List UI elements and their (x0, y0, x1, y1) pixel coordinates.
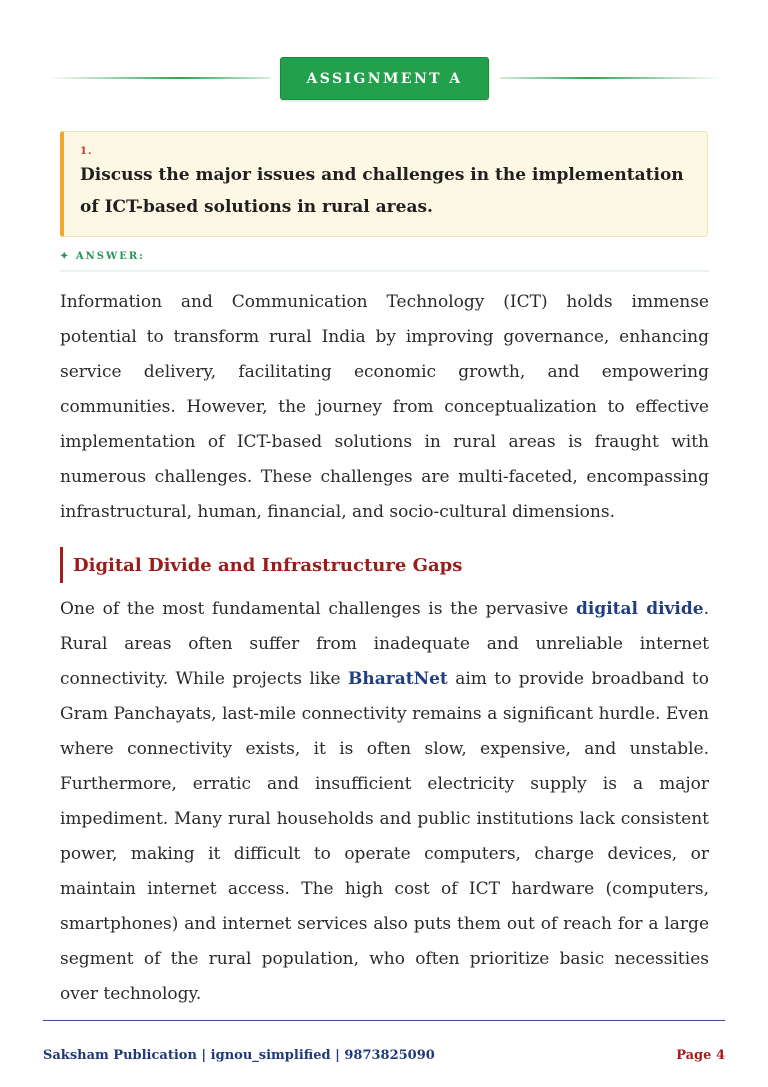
page-number: Page 4 (676, 1048, 725, 1063)
answer-divider (60, 270, 709, 272)
header-divider-left (48, 77, 270, 79)
paragraph-text: . Rural areas often suffer from inadequate and unreliable internet connectivity. While projects like (60, 599, 709, 689)
question-text: Discuss the major issues and challenges in the implementation of ICT-based solutions in rural areas. (80, 165, 684, 217)
answer-label: ✦ ANSWER: (60, 251, 145, 262)
question-box (60, 131, 708, 237)
header-divider-right (500, 77, 722, 79)
footer-publisher: Saksham Publication | ignou_simplified | 9873825090 (43, 1048, 435, 1063)
section-paragraph (60, 592, 709, 1012)
question-number: 1. (80, 146, 93, 157)
paragraph-text: One of the most fundamental challenges is the pervasive (60, 599, 576, 619)
keyword-bharatnet: BharatNet (348, 669, 448, 689)
section-heading: Digital Divide and Infrastructure Gaps (60, 547, 462, 583)
paragraph-text: aim to provide broadband to Gram Panchayats, last-mile connectivity remains a significant hurdle. Even where connectivity exists, it is often slow, expensive, and unstable. Furthermore, erratic and insufficient electricity supply is a major impediment. Many rural households and public institutions lack consistent power, making it difficult to operate computers, charge devices, or maintain internet access. The high cost of ICT hardware (computers, smartphones) and internet services also puts them out of reach for a large segment of the rural population, who often prioritize basic necessities over technology. (60, 669, 709, 1004)
intro-paragraph: Information and Communication Technology (ICT) holds immense potential to transform rural India by improving governance, enhancing service delivery, facilitating economic growth, and empowering communities. However, the journey from conceptualization to effective implementation of ICT-based solutions in rural areas is fraught with numerous challenges. These challenges are multi-faceted, encompassing infrastructural, human, financial, and socio-cultural dimensions. (60, 292, 709, 522)
assignment-badge: ASSIGNMENT A (280, 57, 489, 100)
keyword-digital-divide: digital divide (575, 599, 704, 619)
footer-divider (43, 1020, 725, 1021)
